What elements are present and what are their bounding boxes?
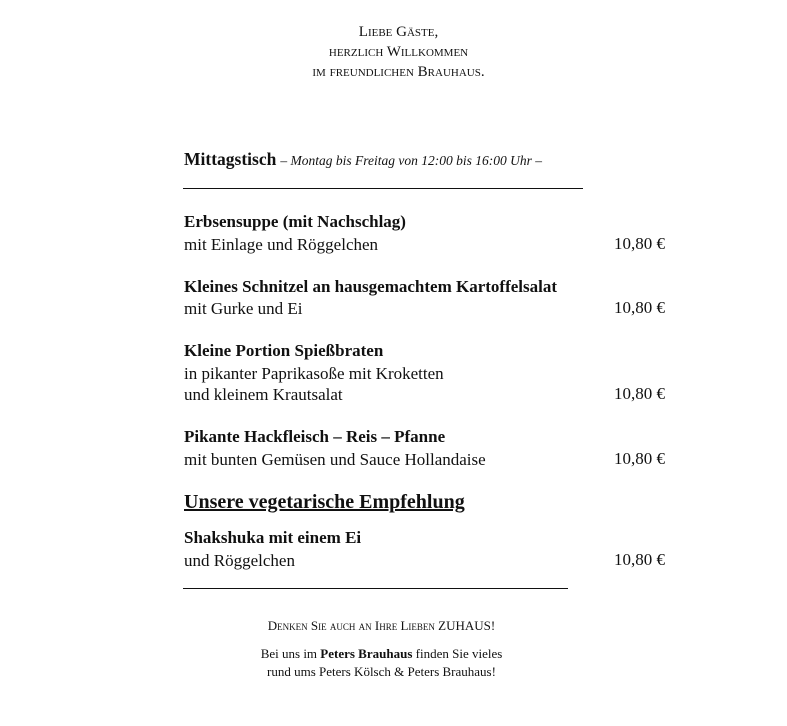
- dish-name: Pikante Hackfleisch – Reis – Pfanne: [184, 427, 446, 446]
- dish-description: [184, 234, 378, 255]
- footer-caps-line: Denken Sie auch an Ihre Lieben ZUHAUS!: [267, 618, 496, 633]
- footer-line: [0, 645, 763, 663]
- dish-name: Kleines Schnitzel an hausgemachtem Kartoffelsalat: [184, 277, 558, 296]
- dish-description-line: und kleinem Krautsalat: [184, 385, 343, 404]
- dish-description-line: mit Einlage und Röggelchen: [184, 235, 379, 254]
- footer-text: [0, 645, 763, 681]
- dish-description-line: in pikanter Paprikasoße mit Kroketten: [184, 364, 444, 383]
- dish-price: 10,80 €: [614, 384, 665, 403]
- vegetarian-heading: Unsere vegetarische Empfehlung: [184, 491, 465, 513]
- dish-price: 10,80 €: [614, 449, 665, 468]
- dish-price: 10,80 €: [614, 234, 665, 253]
- greeting-line: herzlich Willkommen: [328, 44, 469, 60]
- dish-description: [184, 449, 486, 470]
- footer-line: rund ums Peters Kölsch & Peters Brauhaus!: [267, 664, 496, 679]
- dish-description: [184, 363, 444, 405]
- brand-name: Peters Brauhaus: [320, 646, 413, 661]
- dish-price: 10,80 €: [614, 298, 665, 317]
- dish-name: Shakshuka mit einem Ei: [184, 528, 362, 547]
- greeting-line: im freundlichen Brauhaus.: [312, 64, 485, 80]
- section-title: Mittagstisch: [184, 149, 277, 169]
- greeting-line: Liebe Gäste,: [358, 24, 439, 40]
- greeting: [0, 22, 787, 82]
- dish-name: Kleine Portion Spießbraten: [184, 341, 384, 360]
- dish-description-line: mit bunten Gemüsen und Sauce Hollandaise: [184, 450, 486, 469]
- dish-description: [184, 550, 295, 571]
- dish-description: [184, 298, 303, 319]
- section-header: [184, 149, 542, 170]
- divider: [183, 588, 568, 589]
- dish-name: Erbsensuppe (mit Nachschlag): [184, 212, 406, 231]
- footer-text-part: finden Sie vieles: [412, 646, 503, 661]
- dish-description-line: und Röggelchen: [184, 551, 295, 570]
- footer-text-part: Bei uns im: [260, 646, 321, 661]
- divider: [183, 188, 583, 189]
- section-subtitle: – Montag bis Freitag von 12:00 bis 16:00 Uhr –: [280, 153, 542, 168]
- dish-price: 10,80 €: [614, 550, 665, 569]
- dish-description-line: mit Gurke und Ei: [184, 299, 303, 318]
